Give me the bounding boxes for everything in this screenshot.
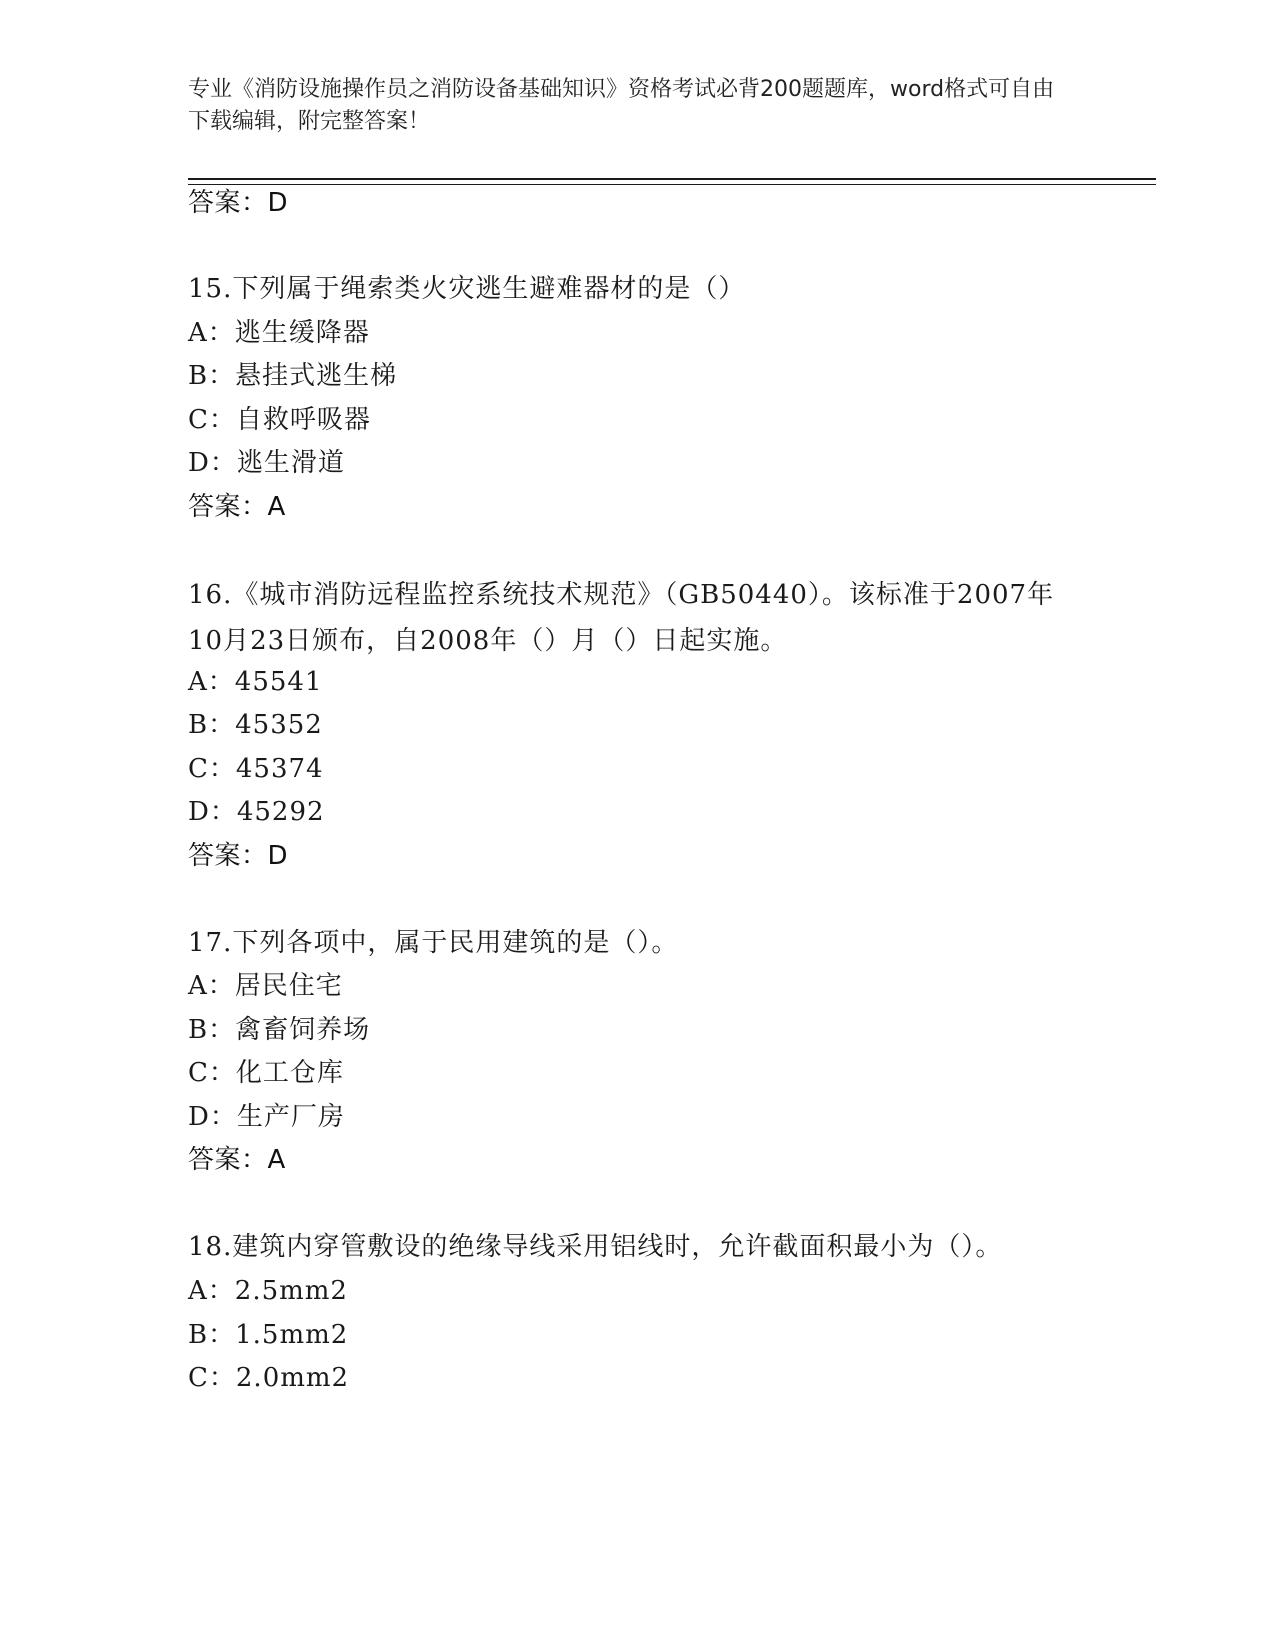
question-option: B：禽畜饲养场 xyxy=(188,1015,371,1045)
answer-line: 答案：D xyxy=(188,841,289,871)
answer-line: 答案：A xyxy=(188,492,286,522)
question-option: A：45541 xyxy=(188,667,323,697)
question-option: C：45374 xyxy=(188,754,324,784)
question-option: A：逃生缓降器 xyxy=(188,318,370,348)
question-stem: 18.建筑内穿管敷设的绝缘导线采用铝线时，允许截面积最小为（）。 xyxy=(188,1232,1003,1262)
question-option: D：45292 xyxy=(188,797,325,827)
question-stem: 16.《城市消防远程监控系统技术规范》（GB50440）。该标准于2007年10月23日颁布，自2008年（）月（）日起实施。 xyxy=(188,580,1055,656)
answer-line: 答案：D xyxy=(188,188,289,218)
question-option: C：2.0mm2 xyxy=(188,1363,350,1393)
question-option: C：自救呼吸器 xyxy=(188,405,371,435)
question-option: B：45352 xyxy=(188,710,323,740)
document-header: 专业《消防设施操作员之消防设备基础知识》资格考试必背200题题库，word格式可自由下载编辑，附完整答案！ xyxy=(188,77,1055,134)
question-stem: 17.下列各项中，属于民用建筑的是（）。 xyxy=(188,928,679,958)
header-divider-thin xyxy=(188,184,1156,185)
question-option: B：悬挂式逃生梯 xyxy=(188,361,398,391)
question-option: C：化工仓库 xyxy=(188,1058,344,1088)
question-option: A：居民住宅 xyxy=(188,971,343,1001)
header-divider-thick xyxy=(188,178,1156,180)
question-stem: 15.下列属于绳索类火灾逃生避难器材的是（） xyxy=(188,274,746,304)
question-option: D：生产厂房 xyxy=(188,1102,345,1132)
answer-line: 答案：A xyxy=(188,1145,286,1175)
question-option: D：逃生滑道 xyxy=(188,448,345,478)
question-option: A：2.5mm2 xyxy=(188,1276,348,1306)
question-option: B：1.5mm2 xyxy=(188,1320,349,1350)
